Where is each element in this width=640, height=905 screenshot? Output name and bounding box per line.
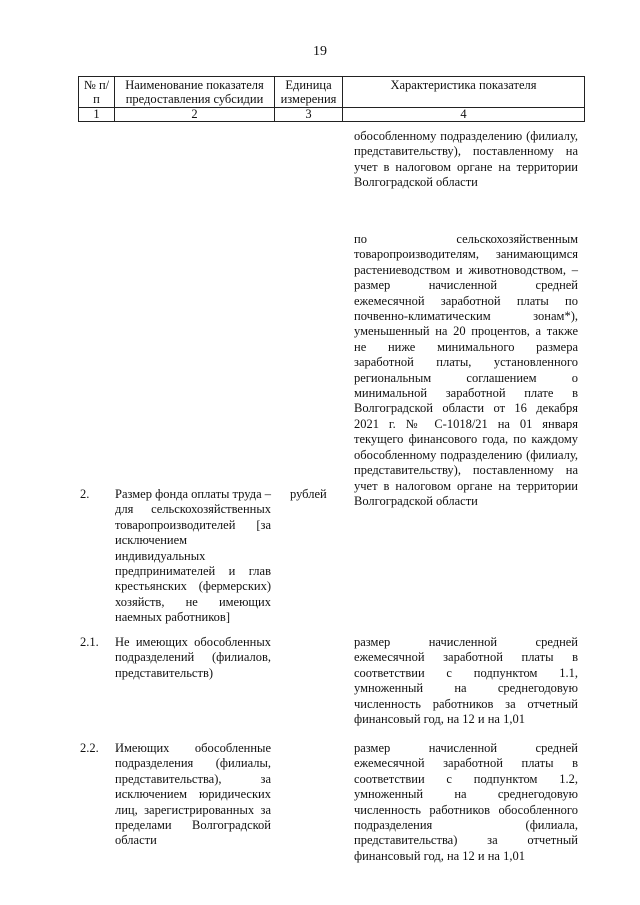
page-number: 19 xyxy=(313,44,327,59)
row-2-1-number: 2.1. xyxy=(80,635,99,649)
header-num-3: 3 xyxy=(275,108,343,122)
row-2-2-description: размер начисленной средней ежемесячной заработной платы в соответствии с подпунктом 1.2, умноженный на среднегодовую численность работников обособленного подразделения (филиала, представительства) за отчетный финансовый год, на 12 и на 1,01 xyxy=(354,741,578,863)
continuation-text-2: по сельскохозяйственным товаропроизводителям, занимающимся растениеводством и животноводством, – размер начисленной средней ежемесячной заработной платы по почвенно-климатическим зонам*), уменьшенный на 20 процентов, а также не ниже минимального размера заработной платы, установленного региональным соглашением о минимальной заработной плате в Волгоградской области от 16 декабря 2021 г. № С-1018/21 на 01 января текущего финансового года, по каждому обособленному подразделению (филиалу, представительству), поставленному на учет в налоговом органе на территории Волгоградской области xyxy=(354,232,578,508)
table-header xyxy=(78,76,585,122)
header-col-unit: Единица измерения xyxy=(275,77,343,108)
header-num-4: 4 xyxy=(343,108,585,122)
row-2-name: Размер фонда оплаты труда – для сельскохозяйственных товаропроизводителей [за исключением индивидуальных предпринимателей и глав крестьянских (фермерских) хозяйств, не имеющих наемных работников] xyxy=(115,487,271,625)
row-2-2-name: Имеющих обособленные подразделения (филиалы, представительства), за исключением юридических лиц, зарегистрированных за пределами Волгоградской области xyxy=(115,741,271,848)
header-col-indicator-name: Наименование показателя предоставления субсидии xyxy=(115,77,275,108)
continuation-text-1: обособленному подразделению (филиалу, представительству), поставленному на учет в налоговом органе на территории Волгоградской области xyxy=(354,129,578,190)
header-num-1: 1 xyxy=(79,108,115,122)
header-row xyxy=(79,77,585,108)
row-2-1-description: размер начисленной средней ежемесячной заработной платы в соответствии с подпунктом 1.1, умноженный на среднегодовую численность работников за отчетный финансовый год, на 12 и на 1,01 xyxy=(354,635,578,727)
header-col-characteristic: Характеристика показателя xyxy=(343,77,585,108)
row-2-2-number: 2.2. xyxy=(80,741,99,755)
header-numbering-row xyxy=(79,108,585,122)
row-2-number: 2. xyxy=(80,487,90,501)
row-2-unit: рублей xyxy=(290,487,327,501)
row-2-1-name: Не имеющих обособленных подразделений (филиалов, представительств) xyxy=(115,635,271,680)
header-col-number: № п/п xyxy=(79,77,115,108)
header-num-2: 2 xyxy=(115,108,275,122)
